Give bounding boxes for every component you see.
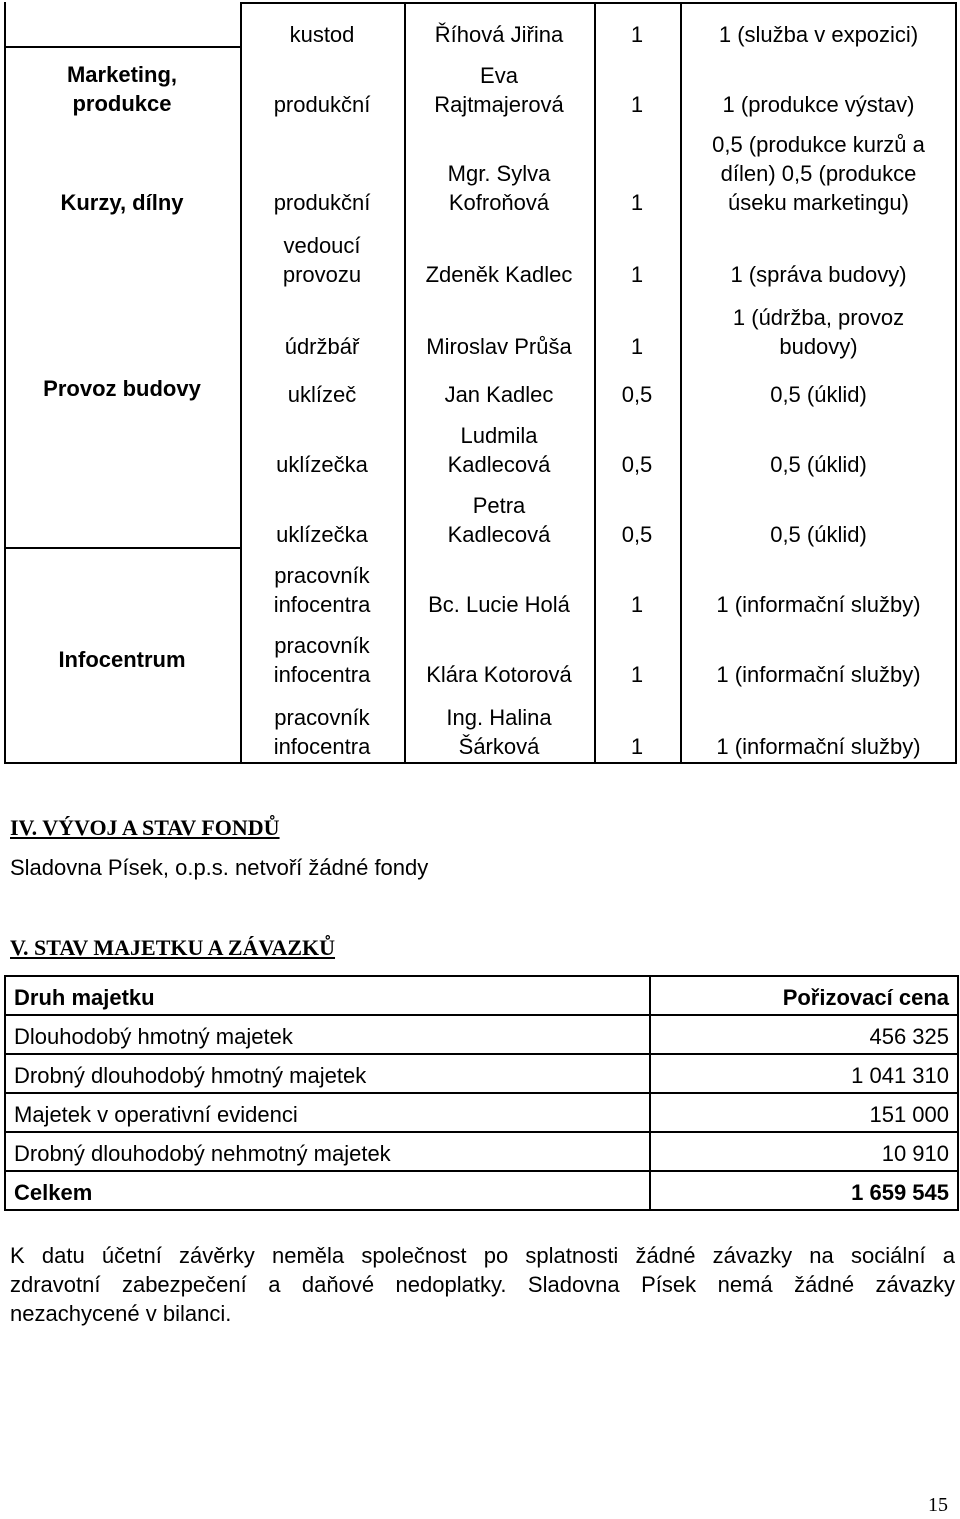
page-number: 15 bbox=[928, 1494, 948, 1516]
staff-position: kustod bbox=[289, 22, 355, 47]
asset-label: Drobný dlouhodobý nehmotný majetek bbox=[5, 1132, 650, 1171]
staff-position: produkční bbox=[273, 190, 371, 215]
staff-name: Eva Rajtmajerová bbox=[434, 63, 564, 117]
assets-total-label: Celkem bbox=[5, 1171, 650, 1210]
assets-header-label: Druh majetku bbox=[5, 976, 650, 1015]
staff-role: 1 (informační služby) bbox=[716, 734, 921, 759]
assets-total-value: 1 659 545 bbox=[650, 1171, 958, 1210]
table-gridline bbox=[240, 2, 957, 4]
note-line: zdravotní zabezpečení a daňové nedoplatky. Sladovna Písek nemá žádné závazky bbox=[10, 1272, 955, 1297]
staff-count: 0,5 bbox=[621, 452, 653, 477]
asset-value: 1 041 310 bbox=[650, 1054, 958, 1093]
staff-role: 0,5 (úklid) bbox=[770, 382, 867, 407]
staff-name: Klára Kotorová bbox=[426, 662, 572, 687]
staff-count: 1 bbox=[630, 592, 644, 617]
table-row bbox=[5, 1054, 958, 1093]
assets-table bbox=[4, 975, 959, 1211]
staff-position: uklízečka bbox=[276, 522, 368, 547]
asset-value: 151 000 bbox=[650, 1093, 958, 1132]
table-gridline bbox=[4, 547, 240, 549]
staff-role: 0,5 (úklid) bbox=[770, 452, 867, 477]
table-gridline bbox=[4, 46, 240, 48]
staff-name: Petra Kadlecová bbox=[447, 493, 551, 547]
staff-count: 1 bbox=[630, 190, 644, 215]
staff-count: 1 bbox=[630, 734, 644, 759]
table-gridline bbox=[404, 2, 406, 764]
staff-name: Ludmila Kadlecová bbox=[447, 423, 551, 477]
section-5-heading: V. STAV MAJETKU A ZÁVAZKŮ bbox=[10, 935, 336, 960]
dept-kurzy: Kurzy, dílny bbox=[60, 190, 184, 215]
staff-name: Jan Kadlec bbox=[444, 382, 554, 407]
staff-role: 1 (informační služby) bbox=[716, 592, 921, 617]
assets-total-row bbox=[5, 1171, 958, 1210]
assets-header-value: Pořizovací cena bbox=[650, 976, 958, 1015]
table-gridline bbox=[240, 2, 242, 764]
staff-count: 1 bbox=[630, 334, 644, 359]
staff-count: 1 bbox=[630, 92, 644, 117]
staff-position: uklízečka bbox=[276, 452, 368, 477]
staff-position: pracovník infocentra bbox=[273, 633, 371, 687]
staff-role: 0,5 (produkce kurzů a dílen) 0,5 (produkce úseku marketingu) bbox=[712, 132, 925, 215]
staff-count: 0,5 bbox=[621, 522, 653, 547]
note-line: K datu účetní závěrky neměla společnost po splatnosti žádné závazky na sociální a bbox=[10, 1243, 955, 1268]
table-row bbox=[5, 1093, 958, 1132]
staff-role: 1 (produkce výstav) bbox=[722, 92, 915, 117]
note-line: nezachycené v bilanci. bbox=[10, 1301, 232, 1326]
section-4-text: Sladovna Písek, o.p.s. netvoří žádné fondy bbox=[10, 855, 429, 880]
staff-name: Zdeněk Kadlec bbox=[425, 262, 573, 287]
assets-header-row bbox=[5, 976, 958, 1015]
table-row bbox=[5, 1015, 958, 1054]
staff-role: 0,5 (úklid) bbox=[770, 522, 867, 547]
staff-role: 1 (údržba, provoz budovy) bbox=[732, 305, 905, 359]
staff-position: pracovník infocentra bbox=[273, 705, 371, 759]
asset-label: Drobný dlouhodobý hmotný majetek bbox=[5, 1054, 650, 1093]
staff-position: pracovník infocentra bbox=[273, 563, 371, 617]
staff-position: údržbář bbox=[284, 334, 360, 359]
dept-marketing: Marketing, produkce bbox=[66, 62, 178, 116]
dept-provoz: Provoz budovy bbox=[43, 376, 201, 401]
asset-label: Dlouhodobý hmotný majetek bbox=[5, 1015, 650, 1054]
staff-count: 1 bbox=[630, 662, 644, 687]
staff-name: Bc. Lucie Holá bbox=[428, 592, 570, 617]
section-4-heading: IV. VÝVOJ A STAV FONDŮ bbox=[10, 815, 280, 840]
asset-value: 456 325 bbox=[650, 1015, 958, 1054]
staff-name: Mgr. Sylva Kofroňová bbox=[447, 161, 551, 215]
liabilities-note bbox=[10, 1241, 955, 1328]
staff-name: Miroslav Průša bbox=[426, 334, 572, 359]
staff-table bbox=[4, 2, 957, 764]
asset-value: 10 910 bbox=[650, 1132, 958, 1171]
staff-count: 0,5 bbox=[621, 382, 653, 407]
staff-role: 1 (informační služby) bbox=[716, 662, 921, 687]
asset-label: Majetek v operativní evidenci bbox=[5, 1093, 650, 1132]
staff-position: uklízeč bbox=[287, 382, 357, 407]
table-row bbox=[5, 1132, 958, 1171]
staff-name: Ing. Halina Šárková bbox=[446, 705, 552, 759]
dept-infocentrum: Infocentrum bbox=[58, 647, 186, 672]
staff-position: vedoucí provozu bbox=[282, 233, 362, 287]
staff-position: produkční bbox=[273, 92, 371, 117]
table-gridline bbox=[594, 2, 596, 764]
staff-role: 1 (služba v expozici) bbox=[718, 22, 919, 47]
table-gridline bbox=[4, 762, 957, 764]
staff-role: 1 (správa budovy) bbox=[730, 262, 907, 287]
staff-count: 1 bbox=[630, 262, 644, 287]
table-gridline bbox=[955, 2, 957, 764]
staff-count: 1 bbox=[630, 22, 644, 47]
table-gridline bbox=[680, 2, 682, 764]
staff-name: Říhová Jiřina bbox=[434, 22, 564, 47]
